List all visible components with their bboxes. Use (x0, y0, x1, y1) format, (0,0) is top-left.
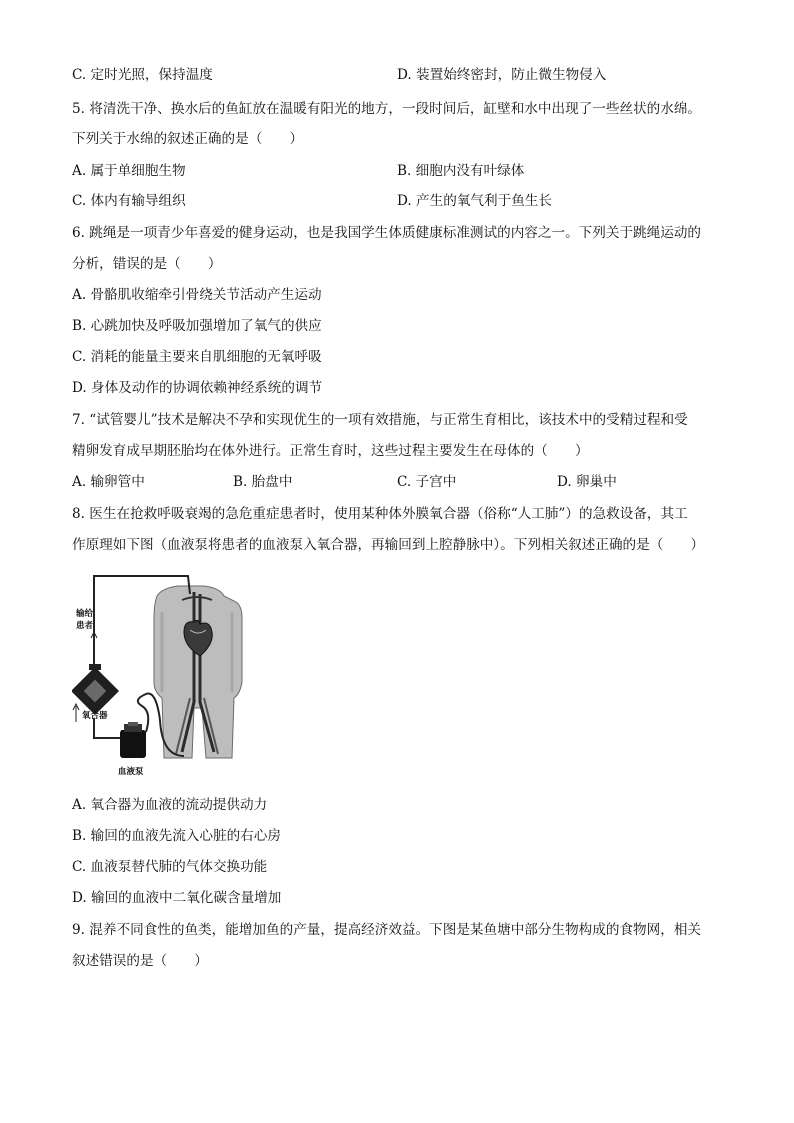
oxygenator-label: 氧合器 (82, 711, 108, 721)
q6-option-c: C. 消耗的能量主要来自肌细胞的无氧呼吸 (72, 349, 322, 365)
q7-option-c: C. 子宫中 (397, 474, 457, 490)
q5-option-b: B. 细胞内没有叶绿体 (397, 163, 525, 179)
q4-option-d: D. 装置始终密封，防止微生物侵入 (397, 67, 607, 83)
q9-stem-line2: 叙述错误的是（ ） (72, 953, 208, 969)
q8-option-a: A. 氧合器为血液的流动提供动力 (72, 797, 268, 813)
q7-stem-line1: 7. “试管婴儿”技术是解决不孕和实现优生的一项有效措施，与正常生育相比，该技术中的受精过程和受 (72, 412, 688, 428)
q7-option-d: D. 卵巢中 (557, 474, 617, 490)
q7-option-b: B. 胎盘中 (233, 474, 293, 490)
q8-option-d: D. 输回的血液中二氧化碳含量增加 (72, 890, 282, 906)
q6-option-b: B. 心跳加快及呼吸加强增加了氧气的供应 (72, 318, 322, 334)
q7-stem-line2: 精卵发育成早期胚胎均在体外进行。正常生育时，这些过程主要发生在母体的（ ） (72, 443, 589, 459)
q8-stem-line1: 8. 医生在抢救呼吸衰竭的急危重症患者时，使用某种体外膜氧合器（俗称“人工肺”）的急救设备，其工 (72, 506, 688, 522)
ecmo-figure (72, 572, 244, 780)
q5-option-a: A. 属于单细胞生物 (72, 163, 186, 179)
q9-stem-line1: 9. 混养不同食性的鱼类，能增加鱼的产量，提高经济效益。下图是某鱼塘中部分生物构成的食物网，相关 (72, 922, 702, 938)
q5-option-d: D. 产生的氧气利于鱼生长 (397, 193, 552, 209)
q5-stem-line1: 5. 将清洗干净、换水后的鱼缸放在温暖有阳光的地方，一段时间后，缸壁和水中出现了一些丝状的水绵。 (72, 101, 702, 117)
q8-stem-line2: 作原理如下图（血液泵将患者的血液泵入氧合器，再输回到上腔静脉中）。下列相关叙述正确的是（ ） (72, 537, 705, 553)
q4-option-c: C. 定时光照，保持温度 (72, 67, 213, 83)
q8-option-b: B. 输回的血液先流入心脏的右心房 (72, 828, 281, 844)
q6-stem-line2: 分析，错误的是（ ） (72, 256, 222, 272)
q6-option-a: A. 骨骼肌收缩牵引骨绕关节活动产生运动 (72, 287, 322, 303)
q8-option-c: C. 血液泵替代肺的气体交换功能 (72, 859, 268, 875)
q5-option-c: C. 体内有输导组织 (72, 193, 186, 209)
human-torso-illustration (154, 586, 242, 758)
q6-option-d: D. 身体及动作的协调依赖神经系统的调节 (72, 380, 323, 396)
q5-stem-line2: 下列关于水绵的叙述正确的是（ ） (72, 131, 304, 147)
oxygenator-icon (72, 664, 119, 715)
q6-stem-line1: 6. 跳绳是一项青少年喜爱的健身运动，也是我国学生体质健康标准测试的内容之一。下列关于跳绳运动的 (72, 225, 702, 241)
return-label-line1: 输给 (76, 609, 94, 619)
return-label-line2: 患者 (76, 621, 94, 631)
q7-option-a: A. 输卵管中 (72, 474, 145, 490)
blood-pump-icon (120, 722, 146, 758)
pump-label: 血液泵 (118, 767, 144, 777)
